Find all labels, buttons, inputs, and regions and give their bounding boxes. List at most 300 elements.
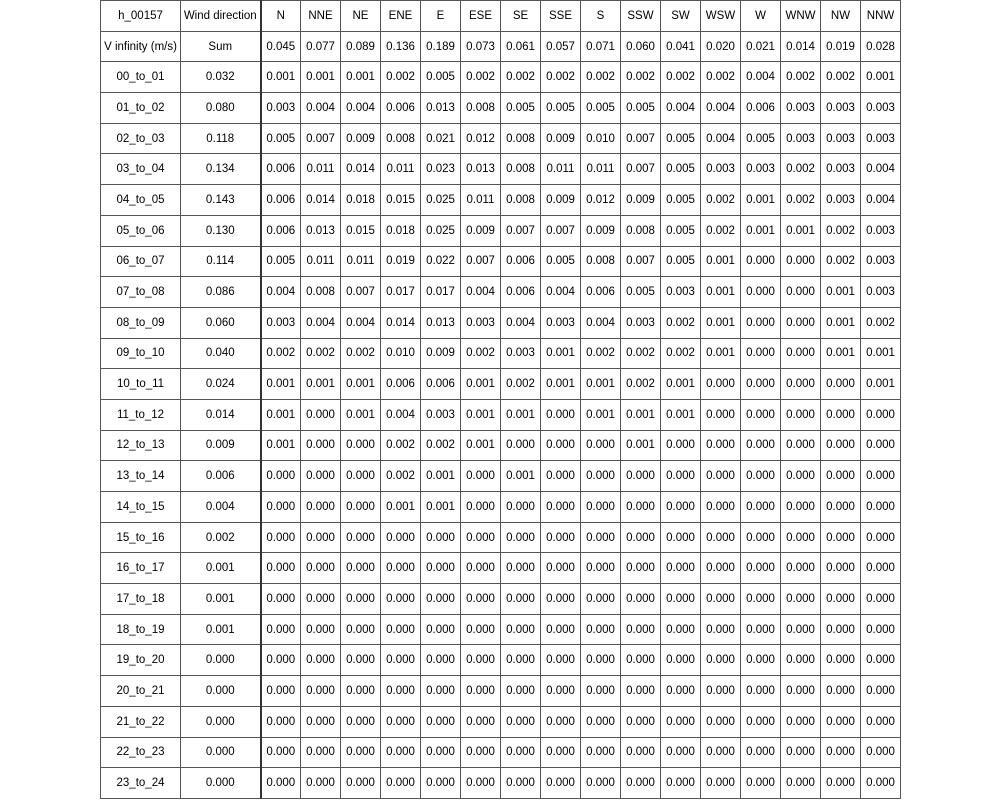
frequency-cell: 0.008: [381, 123, 421, 154]
frequency-cell: 0.000: [821, 737, 861, 768]
frequency-cell: 0.000: [541, 645, 581, 676]
direction-totals-row: [101, 31, 901, 62]
frequency-cell: 0.000: [341, 522, 381, 553]
frequency-cell: 0.000: [821, 430, 861, 461]
frequency-cell: 0.001: [661, 369, 701, 400]
speed-bin-sum: 0.004: [181, 492, 261, 523]
speed-bin-label: 03_to_04: [101, 154, 181, 185]
frequency-cell: 0.000: [701, 584, 741, 615]
frequency-cell: 0.000: [261, 645, 301, 676]
frequency-cell: 0.004: [381, 399, 421, 430]
frequency-cell: 0.004: [301, 307, 341, 338]
direction-header-cell: E: [421, 1, 461, 32]
frequency-cell: 0.007: [621, 154, 661, 185]
speed-bin-row: [101, 737, 901, 768]
frequency-cell: 0.000: [301, 676, 341, 707]
frequency-cell: 0.019: [381, 246, 421, 277]
direction-total-cell: 0.189: [421, 31, 461, 62]
frequency-cell: 0.000: [701, 737, 741, 768]
frequency-cell: 0.007: [341, 277, 381, 308]
frequency-cell: 0.010: [381, 338, 421, 369]
frequency-cell: 0.000: [501, 737, 541, 768]
frequency-cell: 0.002: [581, 62, 621, 93]
frequency-cell: 0.004: [701, 123, 741, 154]
speed-bin-label: 01_to_02: [101, 93, 181, 124]
speed-bin-sum: 0.086: [181, 277, 261, 308]
table-id-cell: h_00157: [101, 1, 181, 32]
frequency-cell: 0.000: [741, 369, 781, 400]
direction-header-cell: SE: [501, 1, 541, 32]
frequency-cell: 0.011: [301, 154, 341, 185]
frequency-cell: 0.000: [661, 614, 701, 645]
speed-bin-sum: 0.060: [181, 307, 261, 338]
speed-bin-sum: 0.000: [181, 706, 261, 737]
frequency-cell: 0.011: [381, 154, 421, 185]
frequency-cell: 0.000: [341, 553, 381, 584]
frequency-cell: 0.008: [501, 123, 541, 154]
frequency-cell: 0.000: [741, 584, 781, 615]
frequency-cell: 0.000: [861, 737, 901, 768]
speed-bin-sum: 0.114: [181, 246, 261, 277]
frequency-cell: 0.000: [781, 584, 821, 615]
frequency-cell: 0.006: [741, 93, 781, 124]
frequency-cell: 0.004: [861, 185, 901, 216]
frequency-cell: 0.000: [661, 706, 701, 737]
frequency-cell: 0.021: [421, 123, 461, 154]
speed-bin-sum: 0.014: [181, 399, 261, 430]
direction-total-cell: 0.061: [501, 31, 541, 62]
frequency-cell: 0.000: [341, 737, 381, 768]
speed-bin-sum: 0.080: [181, 93, 261, 124]
frequency-cell: 0.002: [661, 307, 701, 338]
frequency-cell: 0.000: [741, 461, 781, 492]
speed-bin-row: [101, 154, 901, 185]
frequency-cell: 0.000: [861, 430, 901, 461]
speed-bin-row: [101, 62, 901, 93]
frequency-cell: 0.003: [861, 246, 901, 277]
frequency-cell: 0.000: [821, 369, 861, 400]
frequency-cell: 0.001: [341, 369, 381, 400]
frequency-cell: 0.011: [581, 154, 621, 185]
direction-header-cell: SSE: [541, 1, 581, 32]
frequency-cell: 0.002: [621, 338, 661, 369]
frequency-cell: 0.005: [261, 246, 301, 277]
speed-bin-label: 06_to_07: [101, 246, 181, 277]
frequency-cell: 0.002: [261, 338, 301, 369]
frequency-cell: 0.001: [621, 399, 661, 430]
frequency-cell: 0.000: [381, 584, 421, 615]
frequency-cell: 0.001: [861, 62, 901, 93]
frequency-cell: 0.000: [421, 522, 461, 553]
speed-bin-label: 05_to_06: [101, 215, 181, 246]
frequency-cell: 0.002: [701, 62, 741, 93]
speed-bin-label: 16_to_17: [101, 553, 181, 584]
frequency-cell: 0.000: [541, 553, 581, 584]
frequency-cell: 0.013: [461, 154, 501, 185]
frequency-cell: 0.001: [581, 369, 621, 400]
speed-bin-row: [101, 706, 901, 737]
frequency-cell: 0.000: [661, 768, 701, 799]
frequency-cell: 0.000: [301, 553, 341, 584]
frequency-cell: 0.001: [701, 277, 741, 308]
frequency-cell: 0.000: [701, 706, 741, 737]
frequency-cell: 0.000: [781, 430, 821, 461]
speed-bin-row: [101, 338, 901, 369]
speed-bin-label: 22_to_23: [101, 737, 181, 768]
frequency-cell: 0.001: [421, 461, 461, 492]
frequency-cell: 0.000: [421, 553, 461, 584]
speed-bin-row: [101, 645, 901, 676]
frequency-cell: 0.002: [381, 62, 421, 93]
frequency-cell: 0.000: [701, 369, 741, 400]
frequency-cell: 0.004: [541, 277, 581, 308]
frequency-cell: 0.001: [301, 369, 341, 400]
direction-header-cell: WNW: [781, 1, 821, 32]
speed-bin-label: 04_to_05: [101, 185, 181, 216]
frequency-cell: 0.000: [781, 277, 821, 308]
speed-bin-row: [101, 215, 901, 246]
direction-total-cell: 0.073: [461, 31, 501, 62]
frequency-cell: 0.001: [421, 492, 461, 523]
frequency-cell: 0.000: [381, 522, 421, 553]
direction-total-cell: 0.136: [381, 31, 421, 62]
speed-bin-label: 19_to_20: [101, 645, 181, 676]
frequency-cell: 0.002: [781, 154, 821, 185]
direction-total-cell: 0.077: [301, 31, 341, 62]
frequency-cell: 0.000: [541, 676, 581, 707]
frequency-cell: 0.009: [581, 215, 621, 246]
frequency-cell: 0.002: [821, 62, 861, 93]
sum-label-cell: Sum: [181, 31, 261, 62]
frequency-cell: 0.005: [541, 93, 581, 124]
frequency-cell: 0.001: [541, 369, 581, 400]
frequency-cell: 0.003: [781, 93, 821, 124]
wind-direction-label: Wind direction: [181, 1, 261, 32]
frequency-cell: 0.007: [501, 215, 541, 246]
frequency-cell: 0.000: [501, 492, 541, 523]
frequency-cell: 0.009: [421, 338, 461, 369]
frequency-cell: 0.000: [821, 768, 861, 799]
frequency-cell: 0.000: [261, 737, 301, 768]
frequency-cell: 0.001: [741, 215, 781, 246]
frequency-cell: 0.000: [381, 676, 421, 707]
frequency-cell: 0.000: [781, 645, 821, 676]
frequency-cell: 0.015: [341, 215, 381, 246]
frequency-cell: 0.001: [701, 307, 741, 338]
speed-bin-row: [101, 93, 901, 124]
frequency-cell: 0.000: [381, 706, 421, 737]
frequency-cell: 0.001: [301, 62, 341, 93]
frequency-cell: 0.000: [701, 553, 741, 584]
frequency-cell: 0.000: [701, 430, 741, 461]
frequency-cell: 0.000: [781, 338, 821, 369]
speed-bin-label: 21_to_22: [101, 706, 181, 737]
frequency-cell: 0.000: [741, 614, 781, 645]
frequency-cell: 0.000: [541, 399, 581, 430]
frequency-cell: 0.000: [741, 706, 781, 737]
speed-bin-label: 02_to_03: [101, 123, 181, 154]
frequency-cell: 0.000: [581, 676, 621, 707]
frequency-cell: 0.000: [261, 676, 301, 707]
frequency-cell: 0.002: [581, 338, 621, 369]
speed-bin-label: 23_to_24: [101, 768, 181, 799]
frequency-cell: 0.007: [541, 215, 581, 246]
speed-bin-label: 20_to_21: [101, 676, 181, 707]
frequency-cell: 0.000: [461, 614, 501, 645]
frequency-cell: 0.000: [781, 399, 821, 430]
frequency-cell: 0.000: [461, 676, 501, 707]
frequency-cell: 0.000: [741, 492, 781, 523]
frequency-cell: 0.025: [421, 185, 461, 216]
frequency-cell: 0.000: [501, 768, 541, 799]
direction-total-cell: 0.014: [781, 31, 821, 62]
speed-bin-label: 17_to_18: [101, 584, 181, 615]
frequency-cell: 0.000: [501, 706, 541, 737]
frequency-cell: 0.000: [781, 768, 821, 799]
frequency-cell: 0.000: [821, 553, 861, 584]
frequency-cell: 0.000: [701, 522, 741, 553]
frequency-cell: 0.000: [781, 492, 821, 523]
frequency-cell: 0.001: [381, 492, 421, 523]
speed-bin-row: [101, 307, 901, 338]
frequency-cell: 0.005: [261, 123, 301, 154]
frequency-cell: 0.005: [661, 246, 701, 277]
frequency-cell: 0.000: [261, 584, 301, 615]
frequency-cell: 0.000: [821, 706, 861, 737]
frequency-cell: 0.003: [821, 93, 861, 124]
direction-header-cell: SSW: [621, 1, 661, 32]
frequency-cell: 0.005: [541, 246, 581, 277]
direction-total-cell: 0.019: [821, 31, 861, 62]
frequency-cell: 0.000: [541, 461, 581, 492]
speed-bin-sum: 0.006: [181, 461, 261, 492]
direction-header-cell: WSW: [701, 1, 741, 32]
frequency-cell: 0.000: [781, 706, 821, 737]
direction-header-cell: W: [741, 1, 781, 32]
frequency-cell: 0.000: [661, 553, 701, 584]
frequency-cell: 0.006: [501, 277, 541, 308]
speed-bin-label: 12_to_13: [101, 430, 181, 461]
frequency-cell: 0.004: [261, 277, 301, 308]
frequency-cell: 0.000: [741, 399, 781, 430]
frequency-cell: 0.000: [301, 737, 341, 768]
frequency-cell: 0.007: [621, 246, 661, 277]
frequency-cell: 0.000: [741, 522, 781, 553]
frequency-cell: 0.012: [581, 185, 621, 216]
frequency-cell: 0.000: [301, 706, 341, 737]
frequency-cell: 0.000: [461, 584, 501, 615]
frequency-cell: 0.001: [621, 430, 661, 461]
speed-bin-label: 00_to_01: [101, 62, 181, 93]
frequency-cell: 0.000: [301, 584, 341, 615]
frequency-cell: 0.023: [421, 154, 461, 185]
frequency-cell: 0.000: [541, 737, 581, 768]
frequency-cell: 0.004: [861, 154, 901, 185]
frequency-cell: 0.005: [661, 185, 701, 216]
frequency-cell: 0.003: [861, 215, 901, 246]
frequency-cell: 0.000: [501, 676, 541, 707]
frequency-cell: 0.002: [661, 338, 701, 369]
direction-header-cell: NE: [341, 1, 381, 32]
frequency-cell: 0.000: [821, 461, 861, 492]
frequency-cell: 0.008: [501, 185, 541, 216]
frequency-cell: 0.000: [261, 522, 301, 553]
frequency-cell: 0.018: [341, 185, 381, 216]
frequency-cell: 0.000: [461, 492, 501, 523]
frequency-cell: 0.014: [341, 154, 381, 185]
direction-header-cell: S: [581, 1, 621, 32]
frequency-cell: 0.004: [741, 62, 781, 93]
frequency-cell: 0.000: [581, 430, 621, 461]
frequency-cell: 0.009: [621, 185, 661, 216]
frequency-cell: 0.002: [621, 369, 661, 400]
speed-bin-row: [101, 277, 901, 308]
frequency-cell: 0.002: [301, 338, 341, 369]
frequency-cell: 0.000: [621, 461, 661, 492]
frequency-cell: 0.000: [381, 614, 421, 645]
frequency-cell: 0.002: [781, 185, 821, 216]
speed-bin-sum: 0.001: [181, 584, 261, 615]
frequency-cell: 0.004: [461, 277, 501, 308]
frequency-cell: 0.005: [621, 93, 661, 124]
frequency-cell: 0.000: [421, 706, 461, 737]
frequency-cell: 0.000: [381, 768, 421, 799]
frequency-cell: 0.006: [261, 215, 301, 246]
frequency-cell: 0.001: [741, 185, 781, 216]
speed-bin-row: [101, 461, 901, 492]
frequency-cell: 0.000: [581, 614, 621, 645]
frequency-cell: 0.000: [621, 706, 661, 737]
frequency-cell: 0.000: [501, 614, 541, 645]
frequency-cell: 0.000: [341, 492, 381, 523]
direction-header-cell: ESE: [461, 1, 501, 32]
frequency-cell: 0.000: [701, 399, 741, 430]
frequency-cell: 0.000: [541, 492, 581, 523]
speed-label-cell: V infinity (m/s): [101, 31, 181, 62]
frequency-cell: 0.000: [741, 768, 781, 799]
frequency-cell: 0.000: [621, 768, 661, 799]
speed-bin-row: [101, 614, 901, 645]
frequency-cell: 0.002: [501, 369, 541, 400]
frequency-cell: 0.003: [821, 185, 861, 216]
frequency-cell: 0.001: [461, 430, 501, 461]
frequency-cell: 0.001: [781, 215, 821, 246]
frequency-cell: 0.000: [341, 614, 381, 645]
frequency-cell: 0.002: [781, 62, 821, 93]
frequency-cell: 0.000: [301, 645, 341, 676]
frequency-cell: 0.000: [701, 676, 741, 707]
frequency-cell: 0.001: [341, 62, 381, 93]
direction-header-cell: ENE: [381, 1, 421, 32]
frequency-cell: 0.000: [341, 430, 381, 461]
frequency-cell: 0.000: [861, 768, 901, 799]
frequency-cell: 0.000: [781, 461, 821, 492]
frequency-cell: 0.000: [341, 584, 381, 615]
frequency-cell: 0.014: [301, 185, 341, 216]
speed-bin-row: [101, 369, 901, 400]
frequency-cell: 0.000: [861, 584, 901, 615]
frequency-cell: 0.001: [821, 277, 861, 308]
frequency-cell: 0.013: [301, 215, 341, 246]
frequency-cell: 0.001: [661, 399, 701, 430]
frequency-cell: 0.002: [381, 461, 421, 492]
frequency-cell: 0.000: [741, 676, 781, 707]
frequency-cell: 0.002: [421, 430, 461, 461]
frequency-cell: 0.001: [701, 246, 741, 277]
direction-total-cell: 0.057: [541, 31, 581, 62]
frequency-cell: 0.006: [421, 369, 461, 400]
frequency-cell: 0.001: [341, 399, 381, 430]
frequency-cell: 0.001: [261, 399, 301, 430]
frequency-cell: 0.000: [821, 645, 861, 676]
frequency-cell: 0.000: [261, 706, 301, 737]
frequency-cell: 0.001: [701, 338, 741, 369]
frequency-cell: 0.002: [821, 246, 861, 277]
frequency-cell: 0.000: [781, 307, 821, 338]
direction-total-cell: 0.028: [861, 31, 901, 62]
frequency-cell: 0.002: [861, 307, 901, 338]
direction-total-cell: 0.021: [741, 31, 781, 62]
frequency-cell: 0.000: [421, 768, 461, 799]
frequency-cell: 0.000: [421, 676, 461, 707]
frequency-cell: 0.000: [301, 492, 341, 523]
frequency-cell: 0.000: [421, 645, 461, 676]
frequency-cell: 0.008: [461, 93, 501, 124]
frequency-cell: 0.001: [861, 338, 901, 369]
frequency-cell: 0.000: [541, 706, 581, 737]
frequency-cell: 0.000: [581, 461, 621, 492]
frequency-cell: 0.000: [581, 492, 621, 523]
frequency-cell: 0.000: [301, 399, 341, 430]
frequency-cell: 0.000: [261, 614, 301, 645]
frequency-cell: 0.014: [381, 307, 421, 338]
speed-bin-sum: 0.024: [181, 369, 261, 400]
speed-bin-row: [101, 399, 901, 430]
frequency-cell: 0.001: [541, 338, 581, 369]
frequency-cell: 0.000: [301, 768, 341, 799]
frequency-cell: 0.000: [781, 737, 821, 768]
frequency-cell: 0.000: [741, 645, 781, 676]
frequency-cell: 0.000: [661, 492, 701, 523]
frequency-cell: 0.000: [701, 645, 741, 676]
frequency-cell: 0.011: [541, 154, 581, 185]
frequency-cell: 0.000: [461, 553, 501, 584]
frequency-cell: 0.000: [461, 645, 501, 676]
frequency-cell: 0.000: [381, 737, 421, 768]
frequency-cell: 0.000: [621, 553, 661, 584]
frequency-cell: 0.000: [421, 584, 461, 615]
frequency-cell: 0.003: [461, 307, 501, 338]
frequency-cell: 0.000: [541, 614, 581, 645]
frequency-cell: 0.000: [261, 768, 301, 799]
frequency-cell: 0.000: [781, 522, 821, 553]
frequency-cell: 0.000: [341, 461, 381, 492]
speed-bin-sum: 0.130: [181, 215, 261, 246]
frequency-cell: 0.000: [741, 338, 781, 369]
frequency-cell: 0.000: [541, 522, 581, 553]
frequency-cell: 0.000: [421, 737, 461, 768]
frequency-cell: 0.003: [741, 154, 781, 185]
frequency-cell: 0.001: [261, 369, 301, 400]
speed-bin-sum: 0.001: [181, 614, 261, 645]
frequency-cell: 0.000: [861, 645, 901, 676]
direction-total-cell: 0.071: [581, 31, 621, 62]
frequency-cell: 0.010: [581, 123, 621, 154]
frequency-cell: 0.000: [501, 553, 541, 584]
frequency-cell: 0.000: [861, 461, 901, 492]
direction-header-cell: N: [261, 1, 301, 32]
frequency-cell: 0.006: [261, 154, 301, 185]
